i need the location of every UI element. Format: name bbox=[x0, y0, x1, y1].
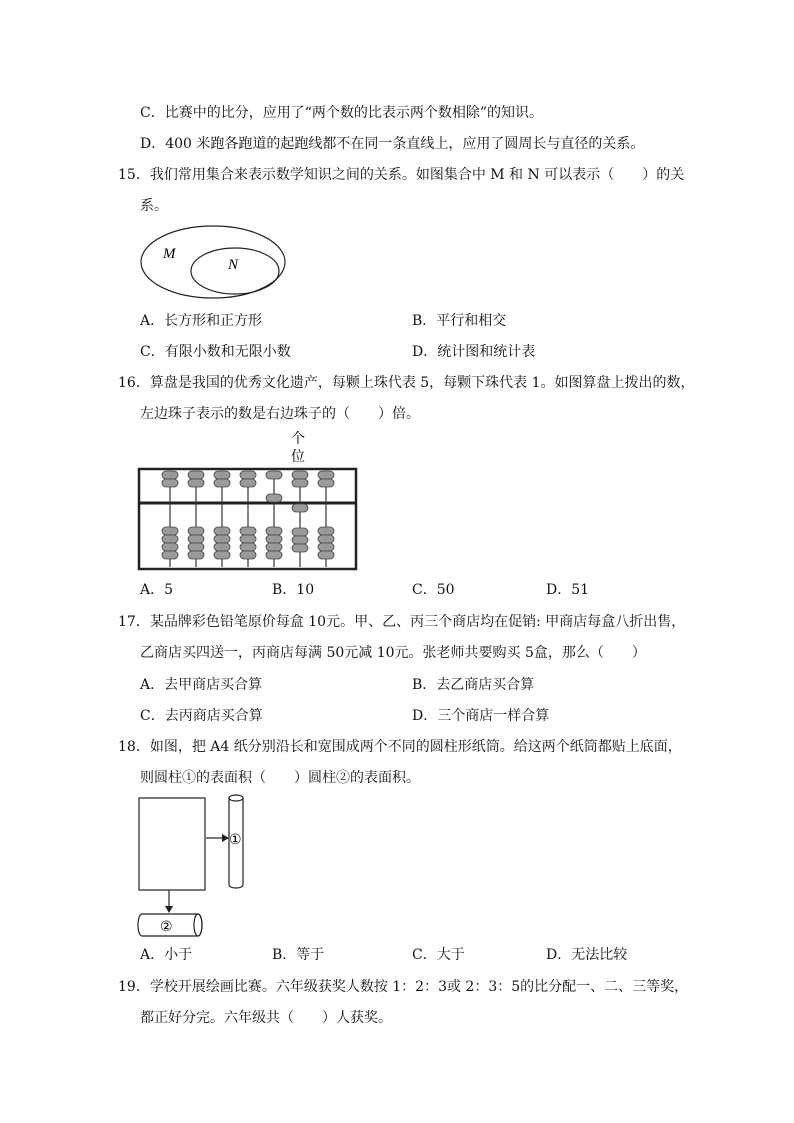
abacus-bead bbox=[214, 551, 230, 559]
q18-stem-line2: 则圆柱①的表面积（ ）圆柱②的表面积。 bbox=[140, 770, 420, 786]
abacus-bead bbox=[214, 479, 230, 487]
cylinder-figure bbox=[136, 792, 248, 940]
q15-stem-line2: 系。 bbox=[140, 198, 168, 214]
abacus-bead bbox=[266, 535, 282, 543]
q18-option-b: B．等于 bbox=[272, 947, 325, 963]
cylinder-1-bottom bbox=[229, 885, 243, 888]
abacus-bead bbox=[188, 479, 204, 487]
q17-stem-line2: 乙商店买四送一，丙商店每满 50元减 10元。张老师共要购买 5盒，那么（ ） bbox=[140, 645, 646, 661]
q18-option-a: A．小于 bbox=[140, 947, 193, 963]
q16-option-c: C．50 bbox=[412, 582, 455, 598]
abacus-bead bbox=[188, 543, 204, 551]
abacus-bead bbox=[162, 535, 178, 543]
abacus-bead bbox=[214, 471, 230, 479]
abacus-label-ge: 个 bbox=[291, 432, 305, 447]
q18-stem-line1: 18．如图，把 A4 纸分别沿长和宽围成两个不同的圆柱形纸筒。给这两个纸筒都贴上底面， bbox=[118, 739, 682, 755]
abacus-bead bbox=[318, 543, 334, 551]
abacus-bead bbox=[240, 543, 256, 551]
q16-option-a: A．5 bbox=[140, 582, 174, 598]
abacus-bead bbox=[266, 494, 282, 502]
abacus-bead bbox=[318, 551, 334, 559]
q15-option-a: A．长方形和正方形 bbox=[140, 313, 263, 329]
cylinder-1-label: ① bbox=[229, 833, 242, 848]
q15-option-b: B．平行和相交 bbox=[412, 313, 507, 329]
q16-option-d: D．51 bbox=[546, 582, 590, 598]
abacus-bead bbox=[162, 471, 178, 479]
abacus-bead bbox=[188, 551, 204, 559]
abacus-bead bbox=[292, 528, 308, 536]
abacus-bead bbox=[240, 535, 256, 543]
prev-option-d: D．400 米跑各跑道的起跑线都不在同一条直线上，应用了圆周长与直径的关系。 bbox=[140, 136, 645, 152]
abacus-bead bbox=[292, 471, 308, 479]
abacus-bead bbox=[266, 471, 282, 479]
abacus-bead bbox=[240, 471, 256, 479]
abacus-bead bbox=[188, 471, 204, 479]
abacus-bead bbox=[162, 527, 178, 535]
abacus-bead bbox=[292, 544, 308, 552]
abacus-bead bbox=[162, 551, 178, 559]
abacus-bead bbox=[162, 543, 178, 551]
abacus-bead bbox=[318, 527, 334, 535]
q19-stem-line1: 19．学校开展绘画比赛。六年级获奖人数按 1：2：3或 2：3：5的比分配一、二、三等奖， bbox=[118, 979, 689, 995]
abacus-bead bbox=[266, 551, 282, 559]
venn-diagram bbox=[138, 224, 290, 302]
set-m-label: M bbox=[163, 246, 176, 262]
a4-paper-rect bbox=[139, 798, 205, 890]
prev-option-c: C．比赛中的比分，应用了“两个数的比表示两个数相除”的知识。 bbox=[140, 105, 544, 121]
cylinder-2-label: ② bbox=[160, 920, 173, 935]
abacus-bead bbox=[266, 527, 282, 535]
abacus-bead bbox=[318, 535, 334, 543]
q15-option-d: D．统计图和统计表 bbox=[412, 344, 536, 360]
q17-option-c: C．去丙商店买合算 bbox=[140, 708, 263, 724]
abacus-bead bbox=[188, 527, 204, 535]
q17-option-b: B．去乙商店买合算 bbox=[412, 677, 535, 693]
abacus-rods bbox=[162, 471, 334, 567]
abacus-bead bbox=[214, 543, 230, 551]
q15-option-c: C．有限小数和无限小数 bbox=[140, 344, 291, 360]
abacus-bead bbox=[214, 535, 230, 543]
abacus-bead bbox=[240, 527, 256, 535]
abacus-bead bbox=[266, 543, 282, 551]
q18-option-d: D．无法比较 bbox=[546, 947, 628, 963]
abacus-bead bbox=[214, 527, 230, 535]
abacus-bead bbox=[292, 536, 308, 544]
abacus-bead bbox=[292, 504, 308, 512]
abacus-bead bbox=[240, 551, 256, 559]
abacus-bead bbox=[318, 471, 334, 479]
q15-stem-line1: 15．我们常用集合来表示数学知识之间的关系。如图集合中 M 和 N 可以表示（ ）的关 bbox=[118, 167, 685, 183]
abacus-bead bbox=[240, 479, 256, 487]
abacus-bead bbox=[188, 535, 204, 543]
q18-option-c: C．大于 bbox=[412, 947, 465, 963]
arrow-right-head bbox=[222, 834, 229, 842]
abacus-bead bbox=[318, 479, 334, 487]
q19-stem-line2: 都正好分完。六年级共（ ）人获奖。 bbox=[140, 1010, 392, 1026]
abacus-label-wei: 位 bbox=[291, 450, 305, 465]
q16-stem-line1: 16．算盘是我国的优秀文化遗产，每颗上珠代表 5，每颗下珠代表 1。如图算盘上拨出的数， bbox=[118, 375, 695, 391]
q16-stem-line2: 左边珠子表示的数是右边珠子的（ ）倍。 bbox=[140, 406, 420, 422]
set-m-ellipse bbox=[141, 226, 285, 298]
set-n-label: N bbox=[228, 257, 239, 273]
abacus-figure bbox=[137, 428, 359, 572]
cylinder-1-top bbox=[229, 795, 243, 801]
q16-option-b: B．10 bbox=[272, 582, 315, 598]
arrow-down-head bbox=[165, 906, 173, 913]
abacus-bead bbox=[162, 479, 178, 487]
q17-option-d: D．三个商店一样合算 bbox=[412, 708, 550, 724]
q17-stem-line1: 17．某品牌彩色铅笔原价每盒 10元。甲、乙、丙三个商店均在促销: 甲商店每盒八折出售， bbox=[118, 614, 686, 630]
q17-option-a: A．去甲商店买合算 bbox=[140, 677, 263, 693]
abacus-bead bbox=[292, 479, 308, 487]
